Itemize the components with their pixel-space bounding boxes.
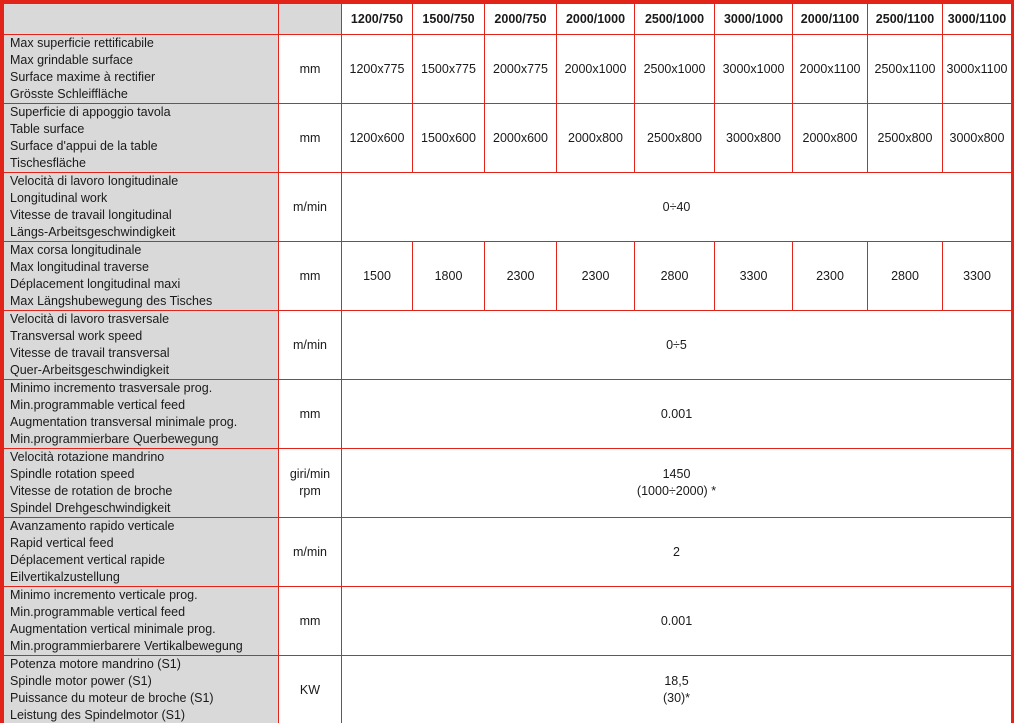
merged-value-cell: 0.001: [342, 380, 1012, 449]
table-cell: 1200x600: [342, 104, 413, 173]
merged-value-cell: [342, 656, 1012, 723]
row-description: [4, 656, 279, 723]
unit-line: rpm: [299, 484, 321, 498]
description-line: Min.programmable vertical feed: [10, 605, 186, 619]
column-header: 2000/1100: [793, 4, 868, 35]
table-cell: 3000x1000: [715, 35, 793, 104]
row-description: [4, 380, 279, 449]
description-line: Min.programmierbarere Vertikalbewegung: [10, 639, 243, 653]
row-unit: mm: [279, 587, 342, 656]
description-line: Vitesse de rotation de broche: [10, 484, 173, 498]
value-line: 18,5: [664, 674, 689, 688]
merged-value-cell: [342, 449, 1012, 518]
row-description: [4, 518, 279, 587]
value-line: (1000÷2000) *: [636, 484, 717, 498]
table-row-transversal-work-speed: [4, 311, 1012, 380]
row-description: [4, 242, 279, 311]
description-line: Max superficie rettificabile: [10, 36, 154, 50]
unit-line: giri/min: [289, 467, 331, 481]
table-row-min-transversal-increment: [4, 380, 1012, 449]
description-line: Rapid vertical feed: [10, 536, 114, 550]
table-cell: 3000x800: [715, 104, 793, 173]
table-row-longitudinal-work-speed: [4, 173, 1012, 242]
table-cell: 2000x775: [485, 35, 557, 104]
column-header: 3000/1100: [943, 4, 1012, 35]
description-line: Min.programmierbare Querbewegung: [10, 432, 219, 446]
column-header: 1500/750: [413, 4, 485, 35]
spec-table: [3, 3, 1012, 723]
description-line: Velocità di lavoro trasversale: [10, 312, 170, 326]
description-line: Augmentation transversal minimale prog.: [10, 415, 238, 429]
description-line: Minimo incremento verticale prog.: [10, 588, 198, 602]
description-line: Minimo incremento trasversale prog.: [10, 381, 213, 395]
table-cell: 2500x800: [635, 104, 715, 173]
description-line: Déplacement longitudinal maxi: [10, 277, 181, 291]
description-line: Spindle rotation speed: [10, 467, 135, 481]
table-cell: 1800: [413, 242, 485, 311]
row-description: [4, 173, 279, 242]
description-line: Augmentation vertical minimale prog.: [10, 622, 216, 636]
description-line: Eilvertikalzustellung: [10, 570, 120, 584]
merged-value-cell: 0÷5: [342, 311, 1012, 380]
description-line: Max longitudinal traverse: [10, 260, 149, 274]
row-description: [4, 35, 279, 104]
table-cell: 2000x600: [485, 104, 557, 173]
description-line: Tischesfläche: [10, 156, 86, 170]
description-line: Leistung des Spindelmotor (S1): [10, 708, 186, 722]
table-row-min-vertical-increment: [4, 587, 1012, 656]
row-description: [4, 449, 279, 518]
description-line: Déplacement vertical rapide: [10, 553, 165, 567]
row-unit: [279, 449, 342, 518]
merged-value-cell: 0÷40: [342, 173, 1012, 242]
table-row-rapid-vertical-feed: [4, 518, 1012, 587]
column-header: 2500/1100: [868, 4, 943, 35]
value-line: 1450: [662, 467, 691, 481]
description-line: Max corsa longitudinale: [10, 243, 142, 257]
table-row-spindle-motor-power: [4, 656, 1012, 723]
description-line: Potenza motore mandrino (S1): [10, 657, 181, 671]
description-line: Spindle motor power (S1): [10, 674, 152, 688]
description-line: Transversal work speed: [10, 329, 143, 343]
table-cell: 2300: [793, 242, 868, 311]
header-row: [4, 4, 1012, 35]
table-cell: 1500x775: [413, 35, 485, 104]
merged-value-cell: 2: [342, 518, 1012, 587]
description-line: Vitesse de travail longitudinal: [10, 208, 172, 222]
table-cell: 2300: [485, 242, 557, 311]
table-cell: 1200x775: [342, 35, 413, 104]
description-line: Velocità rotazione mandrino: [10, 450, 165, 464]
description-line: Max grindable surface: [10, 53, 133, 67]
column-header: 3000/1000: [715, 4, 793, 35]
row-description: [4, 104, 279, 173]
table-cell: 3300: [715, 242, 793, 311]
table-row-table-surface: [4, 104, 1012, 173]
column-header: 2000/1000: [557, 4, 635, 35]
description-line: Superficie di appoggio tavola: [10, 105, 171, 119]
row-unit: m/min: [279, 518, 342, 587]
description-line: Min.programmable vertical feed: [10, 398, 186, 412]
column-header: 2500/1000: [635, 4, 715, 35]
table-cell: 2800: [868, 242, 943, 311]
description-line: Velocità di lavoro longitudinale: [10, 174, 179, 188]
header-blank-description: [4, 4, 279, 35]
table-cell: 2500x1100: [868, 35, 943, 104]
column-header: 1200/750: [342, 4, 413, 35]
table-cell: 2000x800: [793, 104, 868, 173]
table-cell: 3000x800: [943, 104, 1012, 173]
table-row-max-longitudinal-traverse: [4, 242, 1012, 311]
row-description: [4, 311, 279, 380]
description-line: Spindel Drehgeschwindigkeit: [10, 501, 171, 515]
row-unit: m/min: [279, 311, 342, 380]
description-line: Longitudinal work: [10, 191, 108, 205]
table-cell: 1500x600: [413, 104, 485, 173]
table-cell: 2500x1000: [635, 35, 715, 104]
table-cell: 3000x1100: [943, 35, 1012, 104]
table-cell: 2000x1000: [557, 35, 635, 104]
table-cell: 2000x800: [557, 104, 635, 173]
row-unit: mm: [279, 104, 342, 173]
description-line: Max Längshubewegung des Tisches: [10, 294, 213, 308]
merged-value-cell: 0.001: [342, 587, 1012, 656]
table-cell: 2000x1100: [793, 35, 868, 104]
table-row-max-grindable-surface: [4, 35, 1012, 104]
description-line: Grösste Schleiffläche: [10, 87, 128, 101]
description-line: Table surface: [10, 122, 85, 136]
row-unit: m/min: [279, 173, 342, 242]
row-unit: mm: [279, 35, 342, 104]
column-header: 2000/750: [485, 4, 557, 35]
table-cell: 3300: [943, 242, 1012, 311]
description-line: Surface d'appui de la table: [10, 139, 158, 153]
row-description: [4, 587, 279, 656]
value-line: (30)*: [662, 691, 691, 705]
description-line: Quer-Arbeitsgeschwindigkeit: [10, 363, 170, 377]
table-cell: 2800: [635, 242, 715, 311]
table-cell: 2500x800: [868, 104, 943, 173]
table-cell: 2300: [557, 242, 635, 311]
description-line: Surface maxime à rectifier: [10, 70, 156, 84]
table-cell: 1500: [342, 242, 413, 311]
row-unit: KW: [279, 656, 342, 723]
row-unit: mm: [279, 380, 342, 449]
row-unit: mm: [279, 242, 342, 311]
table-row-spindle-rotation-speed: [4, 449, 1012, 518]
description-line: Puissance du moteur de broche (S1): [10, 691, 214, 705]
description-line: Avanzamento rapido verticale: [10, 519, 175, 533]
description-line: Vitesse de travail transversal: [10, 346, 170, 360]
description-line: Längs-Arbeitsgeschwindigkeit: [10, 225, 176, 239]
header-blank-unit: [279, 4, 342, 35]
